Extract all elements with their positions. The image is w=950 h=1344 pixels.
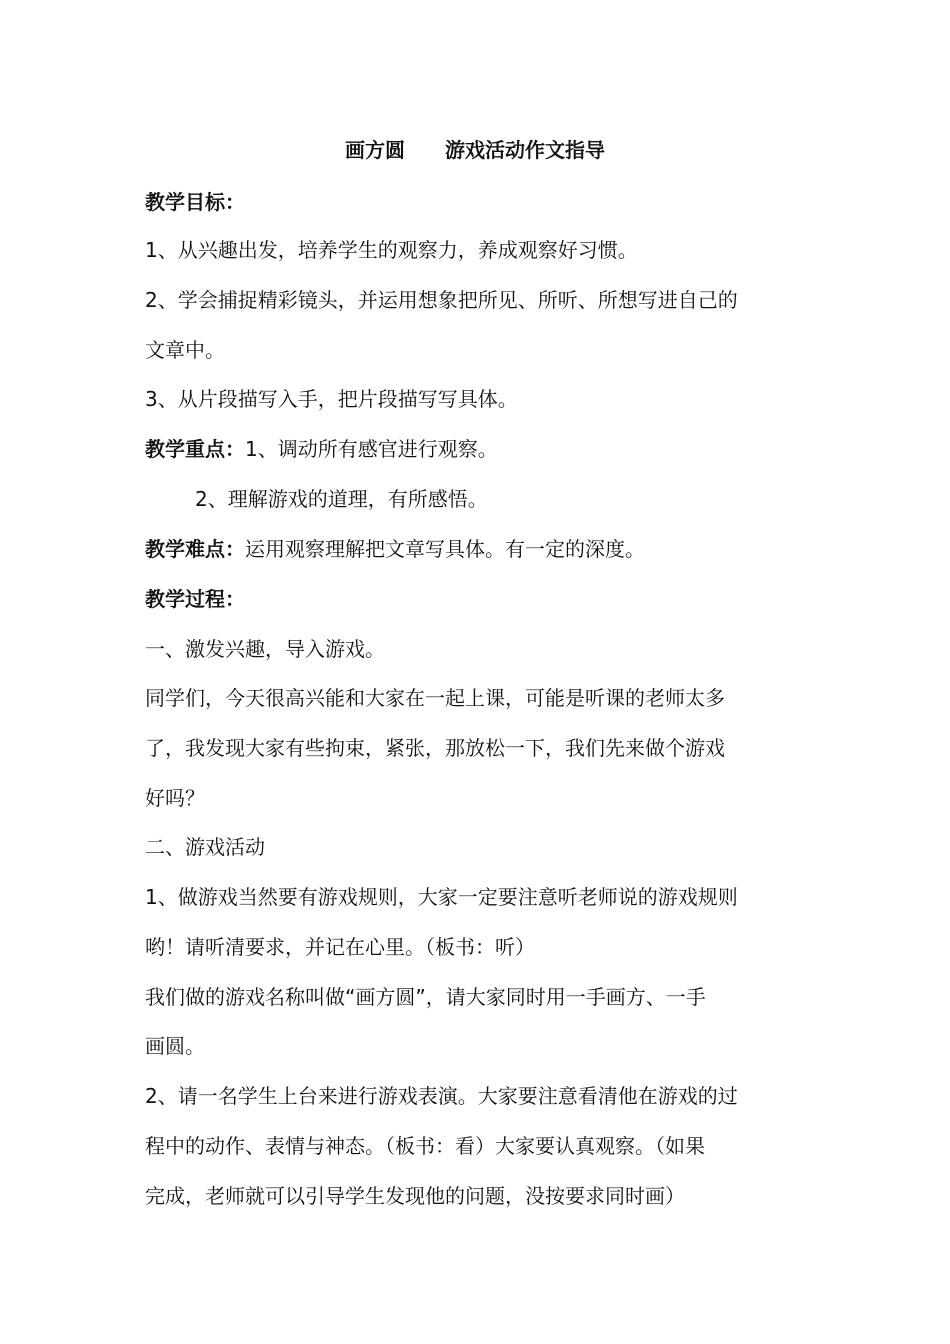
objective-line-3: 文章中。 <box>145 338 225 362</box>
process-line-10: 2、请一名学生上台来进行游戏表演。大家要注意看清他在游戏的过 <box>145 1084 738 1108</box>
key-point-2: 2、理解游戏的道理，有所感悟。 <box>195 487 488 511</box>
objectives-heading: 教学目标： <box>145 190 245 214</box>
process-line-8: 我们做的游戏名称叫做“画方圆”，请大家同时用一手画方、一手 <box>145 985 706 1009</box>
key-points-line-1 <box>145 435 810 463</box>
key-points-heading: 教学重点： <box>145 437 245 461</box>
process-line-7: 哟！请听清要求，并记在心里。（板书：听） <box>145 935 535 959</box>
process-line-4: 好吗？ <box>145 786 205 810</box>
process-line-5: 二、游戏活动 <box>145 835 265 859</box>
objective-line-2: 2、学会捕捉精彩镜头，并运用想象把所见、所听、所想写进自己的 <box>145 288 738 312</box>
process-line-3: 了，我发现大家有些拘束，紧张，那放松一下，我们先来做个游戏 <box>145 736 725 760</box>
process-heading: 教学过程： <box>145 587 245 611</box>
objective-line-1: 1、从兴趣出发，培养学生的观察力，养成观察好习惯。 <box>145 238 638 262</box>
process-line-11: 程中的动作、表情与神态。（板书：看）大家要认真观察。（如果 <box>145 1134 705 1158</box>
document-title: 画方圆 游戏活动作文指导 <box>345 138 605 162</box>
difficulties-line <box>145 535 810 563</box>
process-line-6: 1、做游戏当然要有游戏规则，大家一定要注意听老师说的游戏规则 <box>145 885 738 909</box>
process-line-1: 一、激发兴趣，导入游戏。 <box>145 637 385 661</box>
process-line-9: 画圆。 <box>145 1034 205 1058</box>
process-line-12: 完成，老师就可以引导学生发现他的问题，没按要求同时画） <box>145 1184 685 1208</box>
process-line-2: 同学们，今天很高兴能和大家在一起上课，可能是听课的老师太多 <box>145 686 725 710</box>
difficulties-heading: 教学难点： <box>145 537 245 561</box>
difficulties-text: 运用观察理解把文章写具体。有一定的深度。 <box>245 537 645 561</box>
key-point-1: 1、调动所有感官进行观察。 <box>245 437 498 461</box>
objective-line-4: 3、从片段描写入手，把片段描写写具体。 <box>145 387 518 411</box>
